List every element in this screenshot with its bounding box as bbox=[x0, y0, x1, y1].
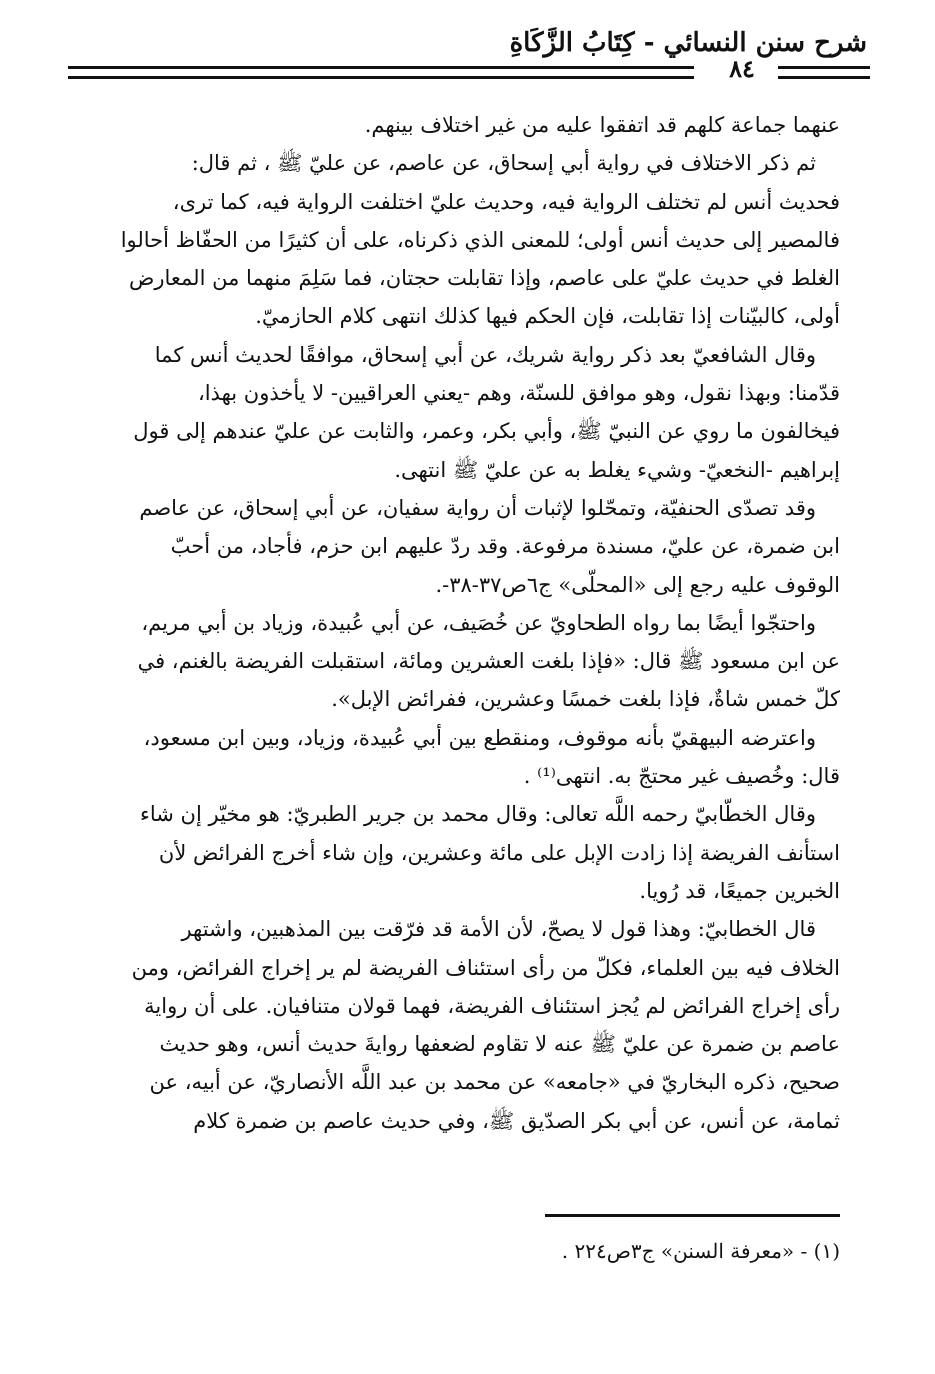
footnote-rule bbox=[545, 1214, 840, 1217]
header-rule-bottom bbox=[68, 76, 694, 79]
text-line: ثمامة، عن أنس، عن أبي بكر الصدّيق ﷺ، وفي حديث عاصم بن ضمرة كلام bbox=[193, 1108, 840, 1133]
text-line: وقال الشافعيّ بعد ذكر رواية شريك، عن أبي إسحاق، موافقًا لحديث أنس كما bbox=[154, 342, 816, 367]
page-number: ٨٤ bbox=[729, 54, 755, 83]
text-line: ابن ضمرة، عن عليّ، مسندة مرفوعة. وقد ردّ عليهم ابن حزم، فأجاد، من أحبّ bbox=[170, 534, 840, 559]
paragraph bbox=[62, 336, 840, 489]
text-line: الوقوف عليه رجع إلى «المحلّى» ج٦ص٣٧-٣٨-. bbox=[435, 572, 840, 597]
text-line: رأى إخراج الفرائض لم يُجز استئناف الفريضة، فهما قولان متنافيان. على أن رواية bbox=[144, 993, 840, 1018]
text-line: فحديث أنس لم تختلف الرواية فيه، وحديث عليّ اختلفت الرواية فيه، كما ترى، bbox=[172, 189, 840, 214]
text-line: عنهما جماعة كلهم قد اتفقوا عليه من غير اختلاف بينهم. bbox=[364, 113, 840, 137]
text-line: كلّ خمس شاةٌ، فإذا بلغت خمسًا وعشرين، ففرائض الإبل». bbox=[331, 687, 840, 712]
paragraph bbox=[62, 795, 840, 910]
header-rule-top bbox=[68, 66, 694, 69]
text-line: وقد تصدّى الحنفيّة، وتمحّلوا لإثبات أن رواية سفيان، عن أبي إسحاق، عن عاصم bbox=[139, 495, 816, 520]
text-line: الغلط في حديث عليّ على عاصم، وإذا تقابلت حجتان، فما سَلِمَ منهما من المعارض bbox=[128, 266, 840, 291]
paragraph bbox=[62, 910, 840, 1140]
paragraph bbox=[62, 604, 840, 719]
text-line: ثم ذكر الاختلاف في رواية أبي إسحاق، عن عاصم، عن عليّ ﷺ ، ثم قال: bbox=[191, 151, 816, 176]
text-line: واحتجّوا أيضًا بما رواه الطحاويّ عن خُصَيف، عن أبي عُبيدة، وزياد بن أبي مريم، bbox=[141, 610, 816, 635]
paragraph bbox=[62, 106, 840, 144]
paragraph bbox=[62, 489, 840, 604]
text-line: إبراهيم -النخعيّ- وشيء يغلط به عن عليّ ﷺ انتهى. bbox=[394, 457, 840, 482]
text-line: فيخالفون ما روي عن النبيّ ﷺ، وأبي بكر، وعمر، والثابت عن عليّ عندهم إلى قول bbox=[133, 419, 840, 444]
footnote: (١) - «معرفة السنن» ج٣ص٢٢٤ . bbox=[561, 1239, 840, 1263]
text-line: أولى، كالبيّنات إذا تقابلت، فإن الحكم فيها كذلك انتهى كلام الحازميّ. bbox=[255, 304, 840, 329]
text-line: عاصم بن ضمرة عن عليّ ﷺ عنه لا تقاوم لضعفها روايةَ حديث أنس، وهو حديث bbox=[159, 1032, 840, 1057]
body-text bbox=[62, 106, 840, 1140]
text-line: وقال الخطّابيّ رحمه اللَّه تعالى: وقال محمد بن جرير الطبريّ: هو مخيّر إن شاء bbox=[140, 802, 816, 827]
text-line: صحيح، ذكره البخاريّ في «جامعه» عن محمد بن عبد اللَّه الأنصاريّ، عن أبيه، عن bbox=[149, 1070, 840, 1095]
text-line: قال الخطابيّ: وهذا قول لا يصحّ، لأن الأمة قد فرّقت بين المذهبين، واشتهر bbox=[181, 917, 816, 942]
paragraph bbox=[62, 144, 840, 335]
text-line: الخبرين جميعًا، قد رُويا. bbox=[639, 878, 840, 903]
page-number-rule-top bbox=[778, 66, 870, 69]
text-line: استأنف الفريضة إذا زادت الإبل على مائة وعشرين، وإن شاء أخرج الفرائض لأن bbox=[158, 840, 840, 865]
text-line: عن ابن مسعود ﷺ قال: «فإذا بلغت العشرين ومائة، استقبلت الفريضة بالغنم، في bbox=[137, 649, 840, 674]
text-line: واعترضه البيهقيّ بأنه موقوف، ومنقطع بين أبي عُبيدة، وزياد، وبين ابن مسعود، bbox=[143, 725, 816, 750]
paragraph bbox=[62, 719, 840, 796]
text-line: فالمصير إلى حديث أنس أولى؛ للمعنى الذي ذكرناه، على أن كثيرًا من الحفّاظ أحالوا bbox=[120, 227, 840, 252]
text-line: قال: وخُصيف غير محتجّ به. انتهى⁽¹⁾ . bbox=[523, 764, 840, 789]
text-line: قدّمنا: وبهذا نقول، وهو موافق للسنّة، وهم -يعني العراقيين- لا يأخذون بهذا، bbox=[197, 381, 840, 406]
page-number-rule-bottom bbox=[778, 76, 870, 79]
text-line: الخلاف فيه بين العلماء، فكلّ من رأى استئناف الفريضة لم ير إخراج الفرائض، ومن bbox=[131, 955, 840, 980]
running-title: شرح سنن النسائي - كِتَابُ الزَّكَاةِ bbox=[509, 28, 867, 58]
